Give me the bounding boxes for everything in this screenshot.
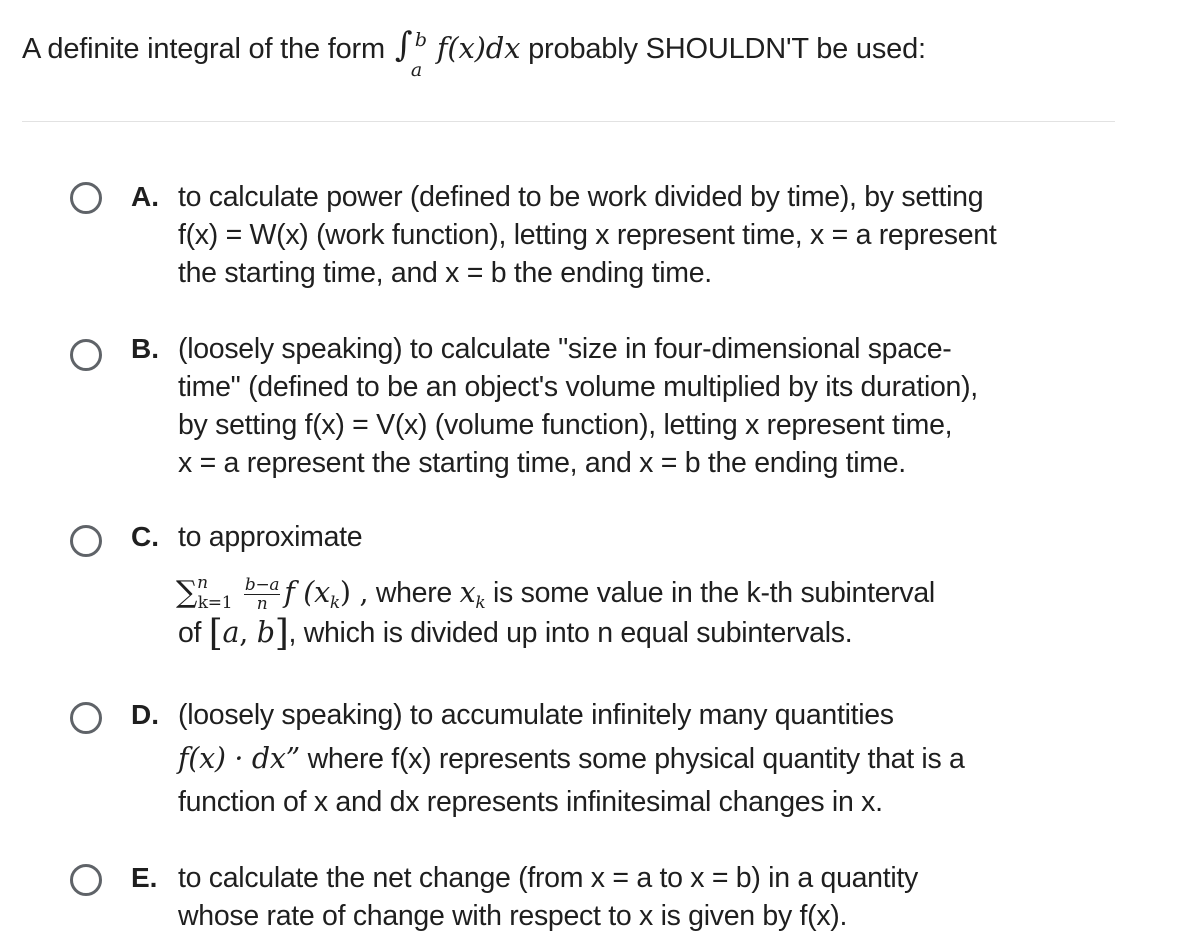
- option-c-line-1: to approximate: [178, 521, 363, 553]
- fraction-numerator: b−a: [244, 574, 280, 595]
- sum-upper-limit: n: [197, 573, 208, 593]
- of-text: of: [178, 617, 202, 649]
- option-d-line-3: function of x and dx represents infinitesimal changes in x.: [178, 786, 883, 818]
- option-e-line-2: whose rate of change with respect to x is given by f(x).: [178, 900, 848, 932]
- radio-button-e[interactable]: [70, 864, 102, 896]
- option-d-line-1: (loosely speaking) to accumulate infinitely many quantities: [178, 699, 894, 731]
- radio-button-a[interactable]: [70, 182, 102, 214]
- option-c-line-2-rest: is some value in the k-th subinterval: [493, 577, 935, 609]
- option-a-line-1: to calculate power (defined to be work divided by time), by setting: [178, 181, 984, 213]
- interval-end: b: [256, 616, 275, 649]
- divider: [22, 121, 1115, 122]
- option-letter-b: B.: [131, 333, 159, 364]
- option-d-line-2: [178, 740, 965, 778]
- radio-button-c[interactable]: [70, 525, 102, 557]
- open-bracket: [: [208, 613, 223, 654]
- question-prefix: A definite integral of the form: [22, 33, 385, 65]
- option-a-line-2: f(x) = W(x) (work function), letting x represent time, x = a represent: [178, 219, 997, 251]
- option-c-line-3: of [a, b], which is divided up into n equal subintervals.: [178, 613, 853, 654]
- sum-term-subscript: k: [329, 593, 340, 613]
- radio-button-b[interactable]: [70, 339, 102, 371]
- summation-symbol: ∑: [176, 575, 198, 610]
- option-d-line-2-rest: where f(x) represents some physical quantity that is a: [307, 743, 965, 775]
- option-c-line-3-rest: , which is divided up into n equal subintervals.: [288, 617, 853, 649]
- option-b-line-1: (loosely speaking) to calculate "size in four-dimensional space-: [178, 333, 952, 365]
- option-b-line-2: time" (defined to be an object's volume multiplied by its duration),: [178, 371, 978, 403]
- option-d-math: f(x) · dx”: [178, 742, 300, 775]
- integral-symbol: ∫ b a: [393, 28, 437, 68]
- option-b-line-4: x = a represent the starting time, and x = b the ending time.: [178, 447, 906, 479]
- option-letter-c: C.: [131, 521, 159, 552]
- option-letter-d: D.: [131, 699, 159, 730]
- fraction: [244, 576, 280, 613]
- option-a-line-3: the starting time, and x = b the ending time.: [178, 257, 712, 289]
- xk-symbol: x: [459, 576, 476, 609]
- close-bracket: ]: [274, 613, 289, 654]
- option-b-line-3: by setting f(x) = V(x) (volume function), letting x represent time,: [178, 409, 953, 441]
- xk-subscript: k: [475, 593, 486, 613]
- option-c-line-2: [176, 560, 935, 614]
- sum-lower-limit: k=1: [197, 593, 233, 613]
- integral-lower-limit: a: [410, 59, 422, 81]
- fraction-denominator: n: [256, 593, 268, 614]
- option-letter-e: E.: [131, 862, 158, 893]
- interval-start: a: [222, 616, 240, 649]
- sum-close: ) ,: [339, 576, 369, 609]
- option-e-line-1: to calculate the net change (from x = a to x = b) in a quantity: [178, 862, 918, 894]
- where-text: where: [375, 577, 452, 609]
- question-suffix: probably SHOULDN'T be used:: [528, 33, 926, 65]
- radio-button-d[interactable]: [70, 702, 102, 734]
- question-text: [22, 25, 926, 81]
- option-letter-a: A.: [131, 181, 159, 212]
- integral-upper-limit: b: [414, 29, 427, 51]
- integrand: f(x)dx: [436, 31, 521, 65]
- sum-term: f (x: [284, 576, 330, 609]
